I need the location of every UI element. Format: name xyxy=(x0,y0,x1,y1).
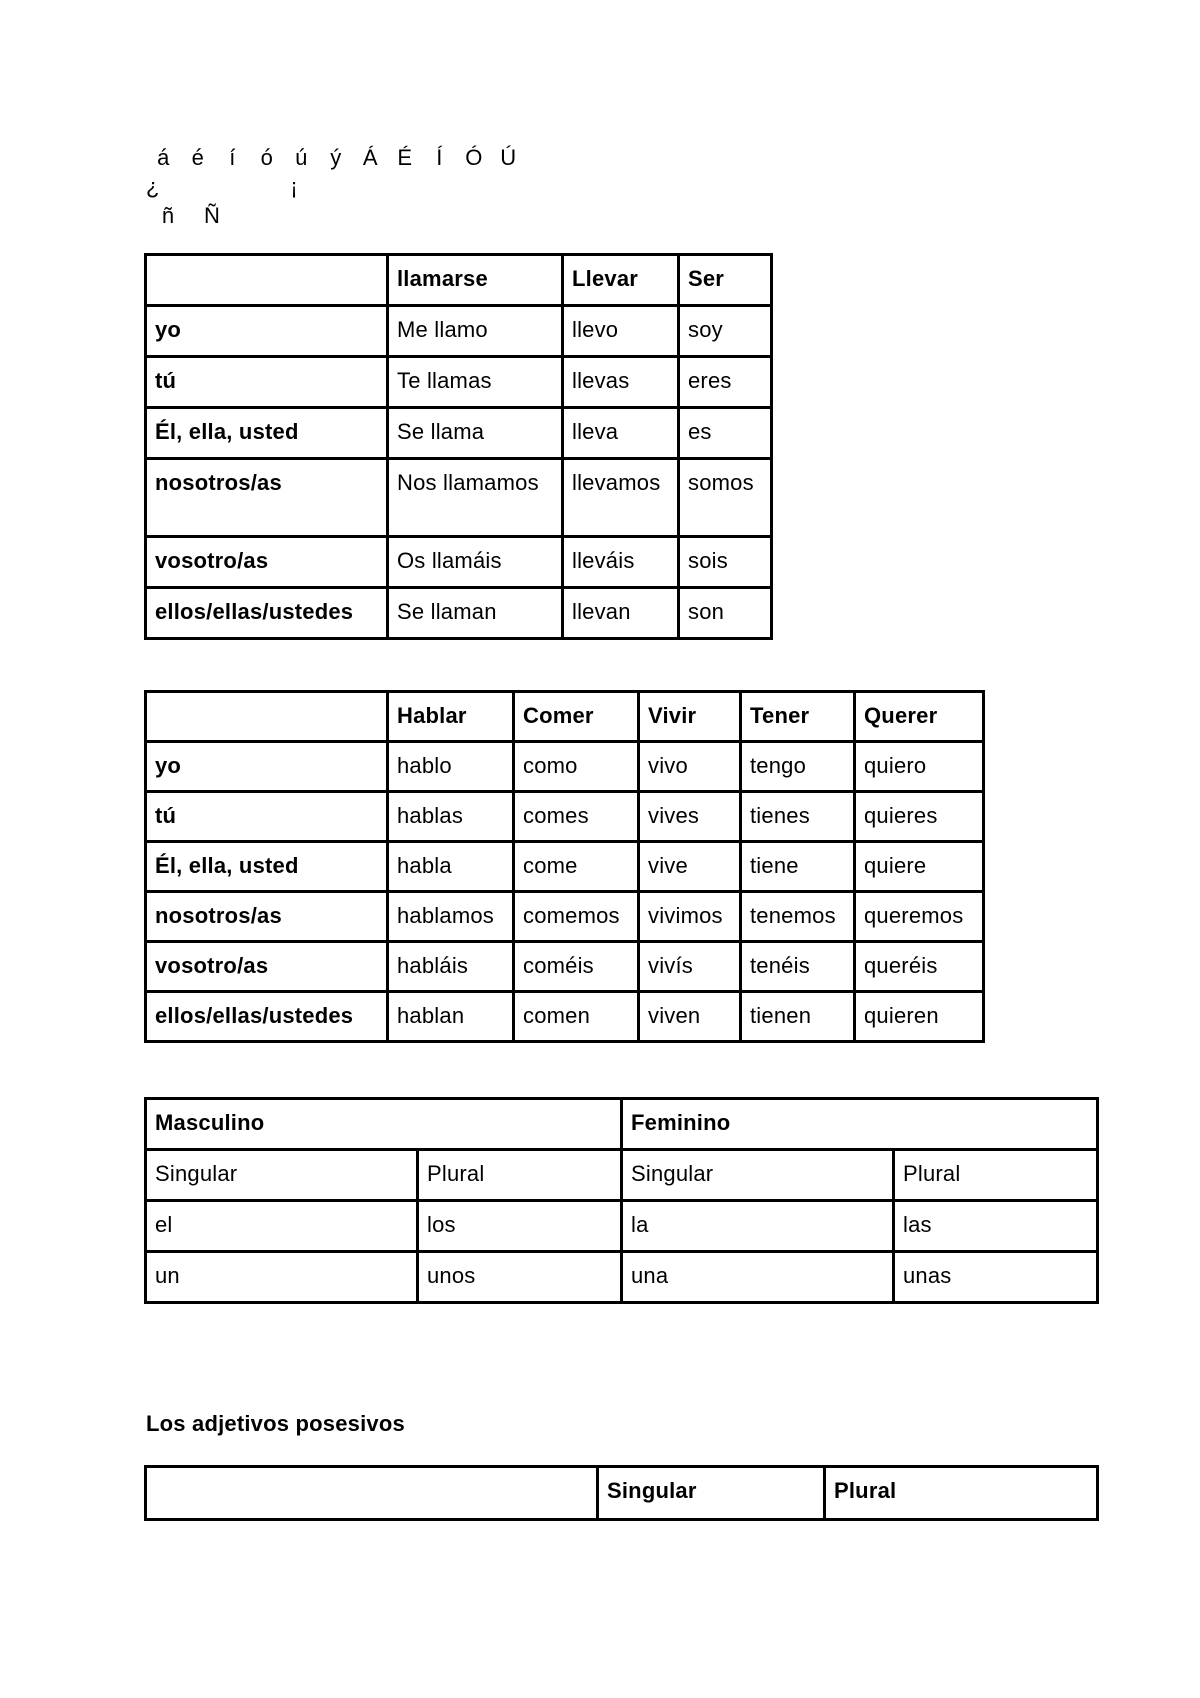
table-cell: comemos xyxy=(514,892,639,942)
table-cell: vivimos xyxy=(639,892,741,942)
accent-row-1 xyxy=(146,143,526,172)
table-cell: Plural xyxy=(418,1150,622,1201)
table-cell: unas xyxy=(894,1252,1098,1303)
table-cell: habla xyxy=(388,842,514,892)
table-cell: Os llamáis xyxy=(388,537,563,588)
table-cell: llevamos xyxy=(563,459,679,537)
table-header-row xyxy=(146,692,984,742)
table-header-cell xyxy=(146,692,388,742)
table-cell: quiero xyxy=(855,742,984,792)
table-cell: hablas xyxy=(388,792,514,842)
table-cell: sois xyxy=(679,537,772,588)
table-cell: unos xyxy=(418,1252,622,1303)
accent-row-3 xyxy=(146,201,526,230)
table-cell: vivo xyxy=(639,742,741,792)
table-header-cell: Plural xyxy=(825,1467,1098,1520)
table-cell: Singular xyxy=(622,1150,894,1201)
table-row xyxy=(146,892,984,942)
table-header-cell: Vivir xyxy=(639,692,741,742)
accent-char: ú xyxy=(295,145,308,170)
table-row xyxy=(146,306,772,357)
table-cell: tienen xyxy=(741,992,855,1042)
table-header-cell: Comer xyxy=(514,692,639,742)
table-cell: queréis xyxy=(855,942,984,992)
table-row xyxy=(146,992,984,1042)
table-header-cell: Llevar xyxy=(563,255,679,306)
table-row xyxy=(146,459,772,537)
pronoun-cell: yo xyxy=(146,742,388,792)
table-row xyxy=(146,742,984,792)
table-row xyxy=(146,408,772,459)
table-cell: es xyxy=(679,408,772,459)
table-row xyxy=(146,588,772,639)
table-cell: vive xyxy=(639,842,741,892)
table-header-row xyxy=(146,255,772,306)
table-cell: quieren xyxy=(855,992,984,1042)
table-cell: hablamos xyxy=(388,892,514,942)
table-cell: tengo xyxy=(741,742,855,792)
accent-char: ý xyxy=(330,145,342,170)
table-cell: soy xyxy=(679,306,772,357)
table-header-cell: Feminino xyxy=(622,1099,1098,1150)
table-cell: hablo xyxy=(388,742,514,792)
table-cell: llevan xyxy=(563,588,679,639)
table-cell: son xyxy=(679,588,772,639)
table-row xyxy=(146,537,772,588)
table-cell: quieres xyxy=(855,792,984,842)
table-row xyxy=(146,1201,1098,1252)
table-cell: lleváis xyxy=(563,537,679,588)
accent-char: Á xyxy=(362,145,378,170)
table-subheader-row xyxy=(146,1150,1098,1201)
table-cell: una xyxy=(622,1252,894,1303)
table-cell: habláis xyxy=(388,942,514,992)
table-header-cell: Tener xyxy=(741,692,855,742)
table-cell: Nos llamamos xyxy=(388,459,563,537)
accent-char: ñ xyxy=(161,203,175,228)
pronoun-cell: tú xyxy=(146,357,388,408)
table-cell: comes xyxy=(514,792,639,842)
table-cell: un xyxy=(146,1252,418,1303)
accent-row-2 xyxy=(146,172,526,201)
table-header-cell: Singular xyxy=(598,1467,825,1520)
pronoun-cell: yo xyxy=(146,306,388,357)
table-cell: vives xyxy=(639,792,741,842)
pronoun-cell: nosotros/as xyxy=(146,892,388,942)
pronoun-cell: ellos/ellas/ustedes xyxy=(146,588,388,639)
table-cell: hablan xyxy=(388,992,514,1042)
table-cell: Te llamas xyxy=(388,357,563,408)
table-row xyxy=(146,1252,1098,1303)
accent-char: ¡ xyxy=(290,174,298,199)
table-cell: llevo xyxy=(563,306,679,357)
pronoun-cell: vosotro/as xyxy=(146,537,388,588)
table-header-row xyxy=(146,1099,1098,1150)
table-header-cell xyxy=(146,1467,598,1520)
table-cell: tenéis xyxy=(741,942,855,992)
table-header-cell: Ser xyxy=(679,255,772,306)
table-cell: come xyxy=(514,842,639,892)
accent-char: Ú xyxy=(500,145,517,170)
table-cell: coméis xyxy=(514,942,639,992)
accent-char: Í xyxy=(436,145,443,170)
table-row xyxy=(146,357,772,408)
conjugation-table-llamarse-llevar-ser xyxy=(144,253,773,640)
table-cell: vivís xyxy=(639,942,741,992)
table-cell: tiene xyxy=(741,842,855,892)
accent-char: é xyxy=(191,145,204,170)
table-cell: como xyxy=(514,742,639,792)
table-cell: tienes xyxy=(741,792,855,842)
table-header-cell: llamarse xyxy=(388,255,563,306)
table-cell: quiere xyxy=(855,842,984,892)
table-cell: los xyxy=(418,1201,622,1252)
possessive-adjectives-table xyxy=(144,1465,1099,1521)
table-cell: queremos xyxy=(855,892,984,942)
table-cell: la xyxy=(622,1201,894,1252)
accent-char: í xyxy=(229,145,236,170)
table-cell: tenemos xyxy=(741,892,855,942)
table-cell: comen xyxy=(514,992,639,1042)
table-cell: Plural xyxy=(894,1150,1098,1201)
accent-char: É xyxy=(397,145,413,170)
table-cell: Se llama xyxy=(388,408,563,459)
table-header-cell xyxy=(146,255,388,306)
table-header-cell: Querer xyxy=(855,692,984,742)
table-header-cell: Hablar xyxy=(388,692,514,742)
table-cell: Me llamo xyxy=(388,306,563,357)
table-cell: viven xyxy=(639,992,741,1042)
table-row xyxy=(146,792,984,842)
accent-char: á xyxy=(157,145,170,170)
pronoun-cell: tú xyxy=(146,792,388,842)
section-title: Los adjetivos posesivos xyxy=(146,1411,405,1436)
pronoun-cell: nosotros/as xyxy=(146,459,388,537)
table-cell: somos xyxy=(679,459,772,537)
conjugation-table-regular-verbs xyxy=(144,690,985,1043)
table-row xyxy=(146,842,984,892)
articles-table xyxy=(144,1097,1099,1304)
pronoun-cell: vosotro/as xyxy=(146,942,388,992)
table-cell: las xyxy=(894,1201,1098,1252)
pronoun-cell: Él, ella, usted xyxy=(146,842,388,892)
table-header-row xyxy=(146,1467,1098,1520)
table-cell: Singular xyxy=(146,1150,418,1201)
pronoun-cell: ellos/ellas/ustedes xyxy=(146,992,388,1042)
pronoun-cell: Él, ella, usted xyxy=(146,408,388,459)
table-cell: eres xyxy=(679,357,772,408)
table-cell: el xyxy=(146,1201,418,1252)
table-row xyxy=(146,942,984,992)
table-cell: llevas xyxy=(563,357,679,408)
accent-char: Ó xyxy=(465,145,483,170)
table-cell: Se llaman xyxy=(388,588,563,639)
accent-char: ¿ xyxy=(146,174,160,199)
table-cell: lleva xyxy=(563,408,679,459)
table-header-cell: Masculino xyxy=(146,1099,622,1150)
accent-char: ó xyxy=(260,145,273,170)
accent-characters xyxy=(146,143,526,230)
accent-char: Ñ xyxy=(204,203,220,228)
